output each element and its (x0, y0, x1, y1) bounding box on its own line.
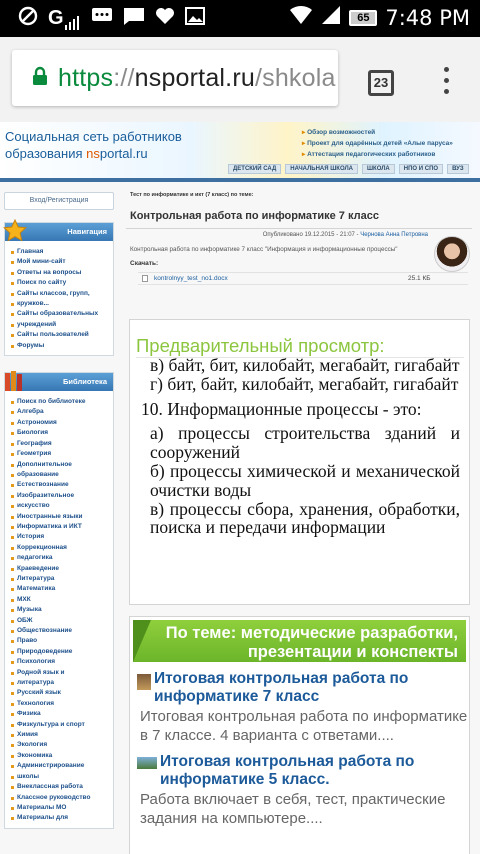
page-title: Контрольная работа по информатике 7 класс (130, 210, 379, 222)
sidebar-library-item[interactable]: Биология (17, 428, 109, 438)
related-item[interactable] (136, 753, 469, 828)
preview-line: б) процессы химической и механической очистки воды (150, 460, 460, 500)
sidebar-library-item[interactable]: История (17, 532, 109, 542)
preview-line: г) бит, байт, килобайт, мегабайт, гигабайт (150, 373, 459, 394)
breadcrumb: Тест по информатике и икт (7 класс) по теме: (130, 192, 254, 198)
related-item-title[interactable]: Итоговая контрольная работа по информатике 7 класс (154, 670, 409, 705)
heart-icon (155, 7, 175, 30)
cell-signal-icon (321, 5, 341, 30)
sidebar-library-item[interactable]: Родной язык и (17, 668, 109, 678)
battery-icon: 65 (349, 10, 377, 26)
url-host: nsportal.ru (134, 63, 255, 92)
sidebar-library-item[interactable]: Физкультура и спорт (17, 720, 109, 730)
title-divider (126, 228, 472, 229)
library-header (5, 373, 113, 391)
login-button[interactable]: Вход/Регистрация (4, 192, 114, 210)
sidebar-nav-item[interactable]: Форумы (17, 341, 109, 351)
sidebar-nav-item[interactable]: Сайты классов, групп, (17, 289, 109, 299)
promo-link[interactable]: ▸ Аттестация педагогических работников (302, 149, 453, 160)
preview-line: в) байт, бит, килобайт, мегабайт, гигабайт (150, 355, 460, 375)
sidebar-library-item[interactable]: МХК (17, 595, 109, 605)
image-icon (185, 7, 205, 30)
download-label: Скачать: (130, 259, 159, 267)
web-page (0, 122, 480, 854)
sidebar-library-item[interactable]: Химия (17, 730, 109, 740)
sidebar-library-item[interactable]: Информатика и ИКТ (17, 522, 109, 532)
sidebar-library-item[interactable]: Музыка (17, 605, 109, 615)
sidebar-nav-item[interactable]: Ответы на вопросы (17, 268, 109, 278)
brand-rest: portal.ru (99, 146, 148, 161)
section-tabs (228, 164, 469, 174)
related-item[interactable] (136, 670, 469, 745)
sidebar-library-item[interactable]: Администрирование (17, 761, 109, 771)
tab-npo-spo[interactable]: НПО И СПО (399, 164, 443, 174)
sidebar-nav-item[interactable]: Главная (17, 247, 109, 257)
file-link[interactable]: kontrolnyy_test_no1.docx (154, 274, 228, 282)
sidebar-library-item[interactable]: Право (17, 636, 109, 646)
sidebar-nav-item[interactable]: Сайты образовательных (17, 309, 109, 319)
sidebar-library-item[interactable]: Материалы МО (17, 803, 109, 813)
browser-toolbar (0, 37, 480, 122)
publish-info (126, 232, 472, 238)
tab-primary-school[interactable]: НАЧАЛЬНАЯ ШКОЛА (285, 164, 358, 174)
sidebar-library-item[interactable]: Экономика (17, 751, 109, 761)
thumbnail-icon (137, 674, 151, 690)
sidebar-library-item[interactable]: школы (17, 772, 109, 782)
address-bar[interactable] (12, 50, 338, 106)
carrier-letter: G (48, 7, 64, 29)
tab-university[interactable]: ВУЗ (447, 164, 469, 174)
sidebar-library-item[interactable]: Экология (17, 740, 109, 750)
url-separator: :// (113, 63, 135, 92)
sidebar-library-item[interactable]: Материалы для (17, 813, 109, 823)
preview-line: а) процессы строительства зданий и сооружений (150, 423, 460, 463)
author-link[interactable]: Чернова Анна Петровна (360, 232, 428, 238)
sidebar-library-item[interactable]: педагогика (17, 553, 109, 563)
books-icon (3, 369, 25, 400)
url-scheme: https (58, 63, 114, 92)
url-path: /shkola (254, 63, 336, 92)
lock-icon (32, 66, 48, 91)
sidebar-library-item[interactable]: Геометрия (17, 449, 109, 459)
document-preview[interactable] (129, 319, 470, 605)
sidebar-library-item[interactable]: Физика (17, 709, 109, 719)
sidebar-library-item[interactable]: Изобразительное (17, 491, 109, 501)
related-item-title[interactable]: Итоговая контрольная работа по информатике 5 класс. (160, 753, 415, 788)
related-title: По теме: методические разработки, презентации и конспекты (165, 624, 458, 661)
promo-link[interactable]: ▸ Проект для одарённых детей «Алые паруса» (302, 138, 453, 149)
sidebar-library-item[interactable]: Внеклассная работа (17, 782, 109, 792)
nav-strip (0, 178, 480, 182)
banner-tagline-2: образования (5, 146, 87, 161)
related-header (133, 620, 466, 662)
navigation-header (5, 223, 113, 241)
sidebar-library-item[interactable]: Иностранные языки (17, 512, 109, 522)
navigation-box (4, 222, 114, 356)
signal-icon (48, 7, 81, 30)
thumbnail-icon (137, 757, 157, 769)
sidebar-nav-item[interactable]: кружков... (17, 299, 109, 309)
sidebar-library-item[interactable]: Технология (17, 699, 109, 709)
sidebar-library-item[interactable]: Математика (17, 584, 109, 594)
article-description: Контрольная работа по информатике 7 класс "Информация и информационные процессы" (130, 246, 398, 253)
promo-links (302, 127, 453, 160)
sidebar-nav-item[interactable]: учреждений (17, 320, 109, 330)
status-bar (0, 0, 480, 37)
library-box (4, 372, 114, 829)
file-size: 25.1 КБ (408, 274, 431, 282)
avatar[interactable] (434, 236, 470, 272)
sidebar-nav-item[interactable]: Поиск по сайту (17, 278, 109, 288)
brand-ns: ns (86, 146, 100, 161)
sidebar-library-item[interactable]: литература (17, 678, 109, 688)
sidebar-library-item[interactable]: Природоведение (17, 647, 109, 657)
sms-icon (91, 6, 113, 31)
url-text[interactable] (58, 64, 336, 93)
library-list (5, 391, 113, 828)
navigation-list (5, 241, 113, 355)
preview-line: 10. Информационные процессы - это: (141, 398, 422, 419)
preview-line: в) процессы сбора, хранения, обработки, поиска и передачи информации (150, 498, 460, 538)
sidebar-library-item[interactable]: Дополнительное (17, 460, 109, 470)
related-materials (129, 616, 470, 854)
sidebar-library-item[interactable]: Литература (17, 574, 109, 584)
sidebar-library-item[interactable]: География (17, 439, 109, 449)
sidebar-library-item[interactable]: Обществознание (17, 626, 109, 636)
sidebar-library-item[interactable]: образование (17, 470, 109, 480)
library-title: Библиотека (63, 377, 107, 387)
sidebar-library-item[interactable]: Астрономия (17, 418, 109, 428)
clock: 7:48 PM (385, 5, 470, 30)
document-icon (142, 275, 148, 282)
sidebar-library-item[interactable]: Классное руководство (17, 793, 109, 803)
publish-date: Опубликовано 19.12.2015 - 21:07 - (262, 232, 361, 238)
sidebar-library-item[interactable]: Коррекционная (17, 543, 109, 553)
message-icon (123, 6, 145, 31)
banner-tagline: Социальная сеть работников (5, 129, 182, 144)
tab-kindergarten[interactable]: ДЕТСКИЙ САД (228, 164, 281, 174)
sidebar-nav-item[interactable]: Мой мини-сайт (17, 257, 109, 267)
preview-body (141, 355, 460, 538)
tab-switcher-button[interactable]: 23 (368, 70, 394, 96)
star-icon (3, 219, 27, 250)
site-banner (0, 122, 480, 178)
file-row[interactable] (138, 272, 468, 285)
sidebar-library-item[interactable]: искусство (17, 501, 109, 511)
navigation-title: Навигация (67, 227, 107, 236)
tab-school[interactable]: ШКОЛА (362, 164, 395, 174)
sidebar-library-item[interactable]: Поиск по библиотеке (17, 397, 109, 407)
sidebar-nav-item[interactable]: Сайты пользователей (17, 330, 109, 340)
sidebar-library-item[interactable]: Естествознание (17, 480, 109, 490)
related-item-desc: Работа включает в себя, тест, практические задания на компьютере.... (140, 791, 446, 827)
sidebar-library-item[interactable]: Психология (17, 657, 109, 667)
sidebar-library-item[interactable]: Алгебра (17, 407, 109, 417)
sidebar-library-item[interactable]: ОБЖ (17, 616, 109, 626)
overflow-menu-icon[interactable] (440, 67, 452, 97)
site-logo-text[interactable] (5, 146, 148, 161)
ribbon-fold (133, 620, 151, 662)
promo-link[interactable]: ▸ Обзор возможностей (302, 127, 453, 138)
preview-heading: Предварительный просмотр: (136, 335, 385, 356)
wifi-icon (289, 5, 313, 30)
sidebar-library-item[interactable]: Русский язык (17, 688, 109, 698)
related-item-desc: Итоговая контрольная работа по информатике в 7 классе. 4 варианта с ответами.... (140, 708, 468, 744)
article (126, 192, 472, 285)
sidebar-library-item[interactable]: Краеведение (17, 564, 109, 574)
sidebar (4, 192, 114, 829)
do-not-disturb-icon (18, 6, 38, 31)
